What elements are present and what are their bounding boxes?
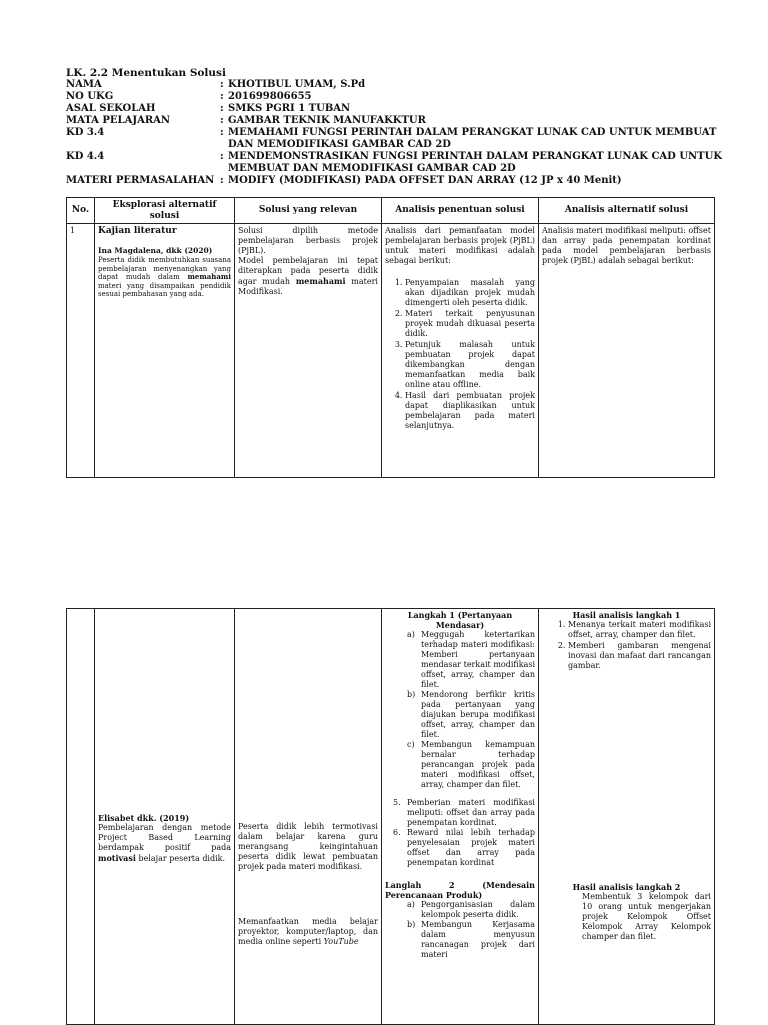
header-row-kd-4-4 [66,151,726,175]
list-item: 4. Hasil dari pembuatan projek dapat diaplikasikan untuk pembelajaran pada materi selanjutnya. [405,391,535,431]
header-sep: : [220,175,224,186]
text-emphasis: memahami [295,276,346,286]
header-row-asal-sekolah [66,103,726,115]
header-value: MEMAHAMI FUNGSI PERINTAH DALAM PERANGKAT LUNAK CAD UNTUK MEMBUAT DAN MEMODIFIKASI GAMBAR CAD 2D [228,127,717,150]
list-item: 1. Penyampaian masalah yang akan dijadikan projek mudah dimengerti oleh peserta didik. [405,278,535,308]
list-item: 2. Memberi gambaran mengenai inovasi dan mafaat dari rancangan gambar. [568,641,711,671]
header-row-mata-pelajaran [66,115,726,127]
penentuan-cell [382,224,539,478]
solusi-paragraph: Solusi dipilih metode pembelajaran berbasis projek (PjBL). [238,226,378,255]
solution-table [66,197,715,478]
header-value: GAMBAR TEKNIK MANUFAKKTUR [228,115,426,126]
text-segment: belajar peserta didik. [135,854,226,863]
table-row [67,609,715,1025]
row-number: 1 [67,224,95,478]
header-sep: : [220,151,224,162]
solusi-cell [235,224,382,478]
col-header-alternatif: Analisis alternatif solusi [539,198,715,224]
header-label: MATERI PERMASALAHAN [66,175,215,186]
list-item [407,630,536,690]
list-text: Membangun kemampuan bernalar terhadap perancangan projek pada materi modifikasi offset, array, champer dan filet. [421,740,535,789]
list-text: Meggugah ketertarikan terhadap materi modifikasi: Memberi pertanyaan mendasar terkait modifikasi offset, array, champer dan filet. [421,630,536,689]
langkah-2-list [385,900,535,960]
kajian-literatur-heading: Kajian literatur [98,226,177,236]
langkah-2-title: Langlah 2 (Mendesain Perencanaan Produk) [385,880,535,900]
header-sep: : [220,103,224,114]
list-item: 3. Petunjuk malasah untuk pembuatan projek dapat dikembangkan dengan memanfaatkan media baik online atau offline. [405,340,535,390]
table-header-row [67,198,715,224]
penentuan-cell [382,609,539,1025]
list-marker: 6. [393,828,401,837]
header-row-kd-3-4 [66,127,726,151]
list-text: Membangun Kerjasama dalam menyusun rancanagan projek dari materi [421,920,535,959]
text-italic: YouTube [323,937,359,946]
list-marker: b) [407,690,416,699]
langkah-1-list [385,630,535,790]
hasil-langkah-1-title: Hasil analisis langkah 1 [572,610,681,620]
list-text: Pengorganisasian dalam kelompok peserta didik. [421,900,535,919]
spacer [238,611,378,822]
spacer [98,611,231,813]
spacer [542,672,711,882]
text-emphasis: motivasi [98,853,136,863]
list-item [407,740,535,790]
text-segment: Memanfaatkan media belajar proyektor, komputer/laptop, dan media online seperti [238,917,378,946]
text-segment: Model pembelajaran ini tepat diterapkan pada peserta didik agar mudah [238,256,378,286]
col-header-no: No. [67,198,95,224]
list-item [407,690,535,740]
langkah-1-numbered-list [385,798,535,868]
hasil-langkah-1-list [542,620,711,671]
reference-author: Ina Magdalena, dkk (2020) [98,246,213,255]
solusi-media [238,917,378,947]
reference-summary [98,823,231,864]
header-value: MENDEMONSTRASIKAN FUNGSI PERINTAH DALAM PERANGKAT LUNAK CAD UNTUK MEMBUAT DAN MEMODIFIKASI GAMBAR CAD 2D [228,151,723,174]
list-marker: a) [407,900,415,909]
list-item [393,828,535,868]
list-marker: 5. [393,798,401,807]
text-segment: materi yang disampaikan pendidik sesuai pembahasan yang ada. [98,281,231,298]
header-sep: : [220,127,224,138]
hasil-langkah-2-text: Membentuk 3 kelompok dari 10 orang untuk mengerjakan projek Kelompok Offset Kelompok Array Kelompok champer dan filet. [582,892,711,941]
list-text: Reward nilai lebih terhadap penyelesaian projek materi offset dan array pada penempatan kordinat [407,828,535,867]
header-sep: : [220,79,224,90]
list-item [407,900,535,920]
list-marker: b) [407,920,416,929]
eksplorasi-cell [95,609,235,1025]
eksplorasi-cell [95,224,235,478]
text-segment: Peserta didik membutuhkan suasana pembelajaran menyenangkan yang dapat mudah dalam [98,256,231,281]
col-header-solusi: Solusi yang relevan [235,198,382,224]
header-label: KD 3.4 [66,127,105,138]
spacer [238,872,378,917]
list-item: 1. Menanya terkait materi modifikasi offset, array, champer dan filet. [568,620,711,640]
header-sep: : [220,115,224,126]
header-row-materi-permasalahan [66,175,726,187]
reference-author: Elisabet dkk. (2019) [98,813,190,823]
document-title: LK. 2.2 Menentukan Solusi [66,67,226,79]
text-segment: materi Modifikasi. [238,277,378,296]
header-label: MATA PELAJARAN [66,115,171,126]
hasil-langkah-2-title: Hasil analisis langkah 2 [572,882,681,892]
solusi-paragraph [238,256,378,297]
reference-summary [98,256,231,299]
list-marker: c) [407,740,415,749]
header-label: KD 4.4 [66,151,105,162]
list-text: Pemberian materi modifikasi meliputi: offset dan array pada penempatan kordinat. [407,798,535,827]
header-value: KHOTIBUL UMAM, S.Pd [228,79,366,90]
langkah-1-title: Langkah 1 (Pertanyaan Mendasar) [407,610,513,630]
spacer [385,868,535,880]
solusi-motivasi: Peserta didik lebih termotivasi dalam belajar karena guru merangsang keingintahuan peserta didik lewat pembuatan projek pada materi modifikasi. [238,822,378,871]
header-label: ASAL SEKOLAH [66,103,156,114]
col-header-eksplorasi: Eksplorasi alternatif solusi [95,198,235,224]
list-marker: a) [407,630,415,639]
list-text: Mendorong berfikir kritis pada pertanyaan yang diajukan berupa modifikasi offset, array, champer dan filet. [421,690,535,739]
row-number-empty [67,609,95,1025]
table-row [67,224,715,478]
header-sep: : [220,91,224,102]
penentuan-intro: Analisis dari pemanfaatan model pembelajaran berbasis projek (PjBL) untuk materi modifikasi adalah sebagai berikut: [385,226,535,265]
header-value: 201699806655 [228,91,312,102]
alternatif-cell [539,609,715,1025]
header-row-no-ukg [66,91,726,103]
header-value: SMKS PGRI 1 TUBAN [228,103,351,114]
header-row-nama [66,79,726,91]
text-emphasis: memahami [187,272,231,281]
text-segment: Pembelajaran dengan metode Project Based Learning berdampak positif pada [98,823,231,852]
header-label: NAMA [66,79,102,90]
header-label: NO UKG [66,91,114,102]
col-header-penentuan: Analisis penentuan solusi [382,198,539,224]
spacer [385,790,535,798]
list-item [393,798,535,828]
penentuan-list [385,278,535,431]
solusi-cell [235,609,382,1025]
header-value: MODIFY (MODIFIKASI) PADA OFFSET DAN ARRAY (12 JP x 40 Menit) [228,175,622,186]
document-header [66,67,726,187]
list-item: 2. Materi terkait penyusunan proyek mudah dikuasai peserta didik. [405,309,535,339]
list-item [407,920,535,960]
alternatif-cell: Analisis materi modifikasi meliputi: offset dan array pada penempatan kordinat pada model pembelajaran berbasis projek (PjBL) adalah sebagai berikut: [539,224,715,478]
solution-table-continued [66,608,715,1025]
